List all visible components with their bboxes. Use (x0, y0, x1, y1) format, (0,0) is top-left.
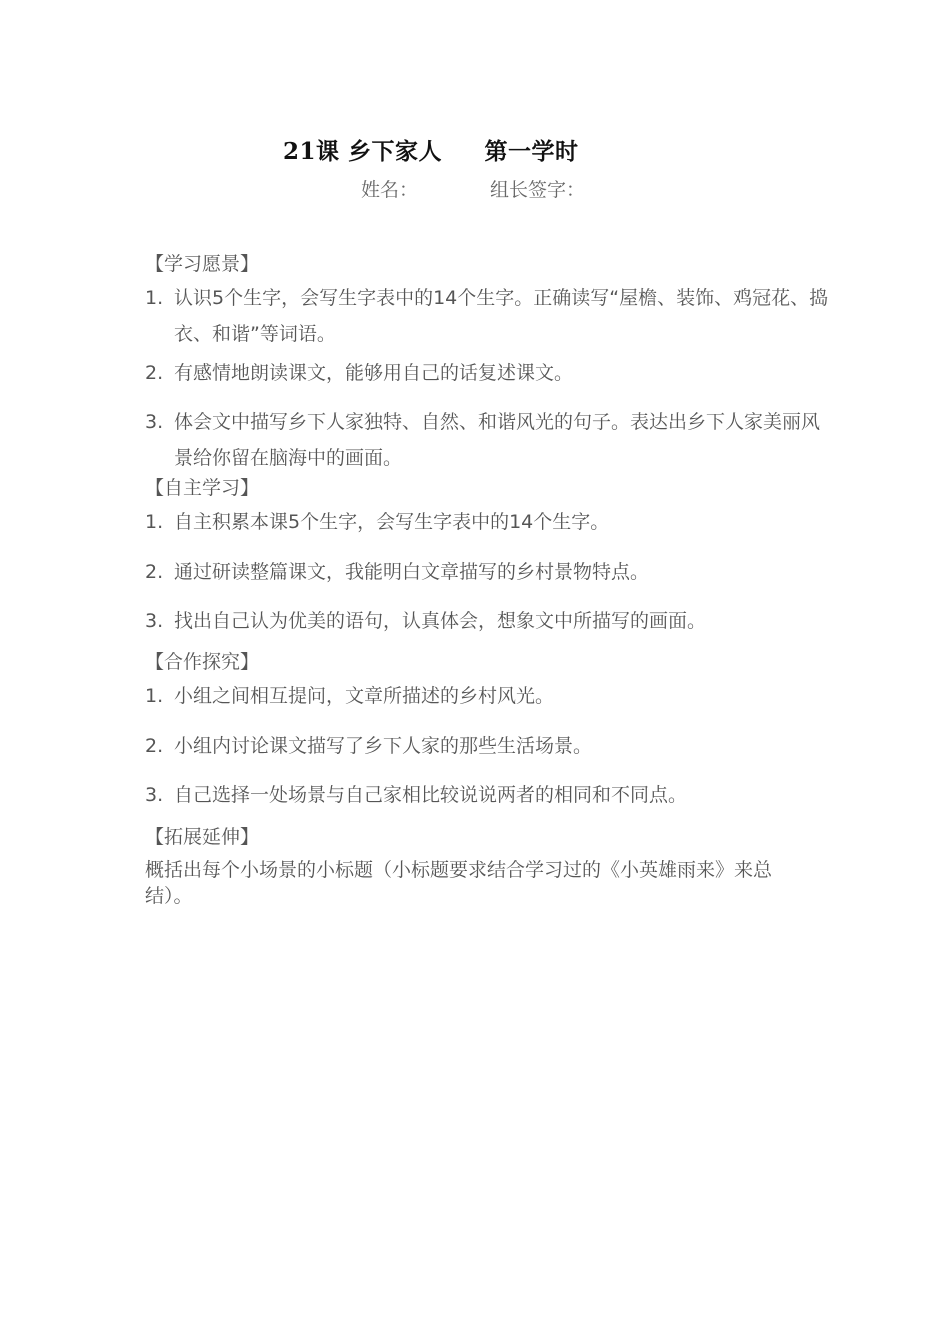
item-number: 3. (145, 411, 164, 433)
section-heading-cooperative-inquiry: 【合作探究】 (145, 651, 260, 673)
item-text: 自己选择一处场景与自己家相比较说说两者的相同和不同点。 (174, 784, 688, 806)
item-number: 2. (145, 735, 164, 757)
item-number: 3. (145, 610, 164, 632)
name-label: 姓名： (361, 179, 419, 201)
item-text: 找出自己认为优美的语句，认真体会，想象文中所描写的画面。 (174, 610, 707, 632)
list-item (145, 777, 835, 813)
item-number: 3. (145, 784, 164, 806)
section-heading-extension: 【拓展延伸】 (145, 826, 260, 848)
item-number: 1. (145, 685, 164, 707)
list-item (145, 678, 835, 714)
item-number: 1. (145, 511, 164, 533)
list-item (145, 728, 835, 764)
item-text: 小组内讨论课文描写了乡下人家的那些生活场景。 (174, 735, 593, 757)
item-text: 自主积累本课5个生字，会写生字表中的14个生字。 (174, 511, 610, 533)
list-item (145, 603, 835, 639)
leader-signature-label: 组长签字： (490, 179, 586, 201)
item-number: 1. (145, 287, 164, 309)
item-text: 通过研读整篇课文，我能明白文章描写的乡村景物特点。 (174, 561, 650, 583)
list-item (145, 504, 835, 540)
item-text: 认识5个生字，会写生字表中的14个生字。正确读写“屋檐、装饰、鸡冠花、捣衣、和谐”等词语。 (174, 287, 829, 345)
list-item (145, 355, 835, 391)
extension-paragraph: 概括出每个小场景的小标题（小标题要求结合学习过的《小英雄雨来》来总结）。 (145, 859, 773, 907)
item-text: 体会文中描写乡下人家独特、自然、和谐风光的句子。表达出乡下人家美丽风景给你留在脑海中的画面。 (174, 411, 821, 469)
lesson-title: 21课 乡下家人 第一学时 (283, 138, 579, 165)
item-number: 2. (145, 362, 164, 384)
item-text: 小组之间相互提问，文章所描述的乡村风光。 (174, 685, 555, 707)
item-number: 2. (145, 561, 164, 583)
list-item (145, 554, 835, 590)
list-item (145, 280, 835, 352)
item-text: 有感情地朗读课文，能够用自己的话复述课文。 (174, 362, 574, 384)
section-heading-learning-goals: 【学习愿景】 (145, 253, 260, 275)
section-heading-self-study: 【自主学习】 (145, 477, 260, 499)
list-item (145, 404, 835, 476)
